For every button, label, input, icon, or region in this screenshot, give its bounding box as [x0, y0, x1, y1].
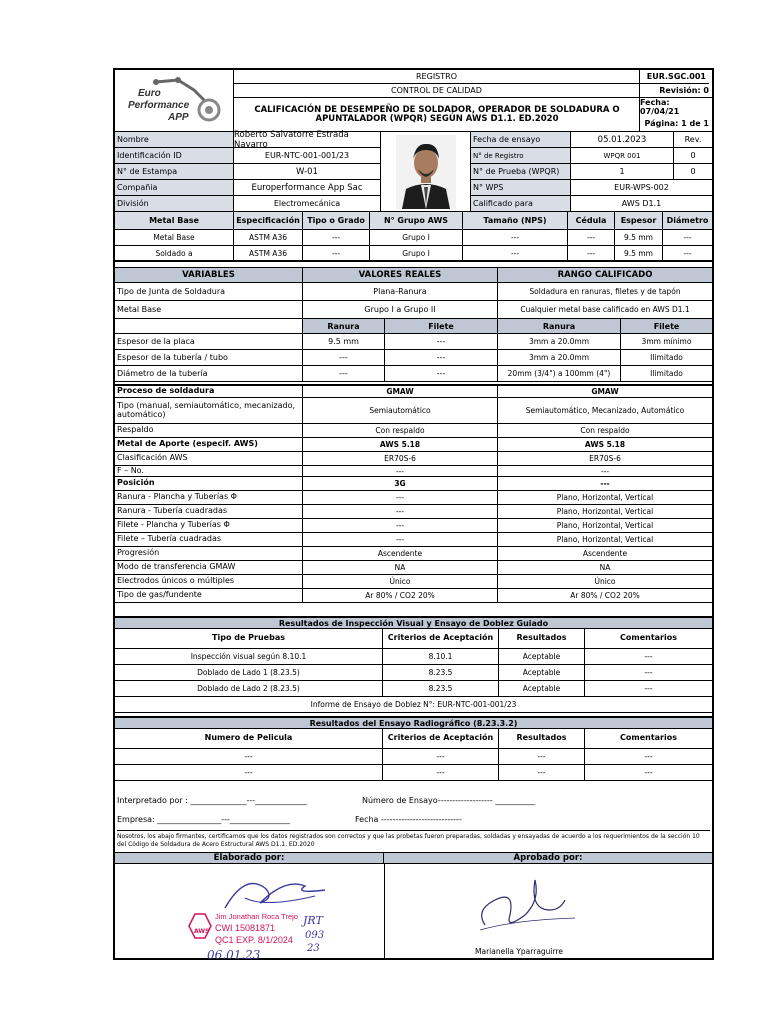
variable-rango: Semiautomático, Mecanizado, Automático	[498, 398, 712, 424]
variable-value: ER70S-6	[303, 452, 498, 466]
numero-ensayo: Número de Ensayo------------------- __________	[362, 796, 536, 805]
variables-header	[115, 267, 712, 283]
registro-label: REGISTRO	[234, 70, 639, 84]
variable-label: Metal de Aporte (especif. AWS)	[115, 438, 303, 452]
interpretado-por: Interpretado por : ______________---_____________	[117, 796, 308, 805]
radiografico-cell: ---	[499, 765, 585, 781]
fecha-ensayo-value: 05.01.2023	[571, 132, 674, 148]
variable-label: Respaldo	[115, 424, 303, 438]
radiografico-cell: ---	[585, 749, 712, 765]
variable-label: Posición	[115, 477, 303, 491]
espesor-placa-rango-ranura: 3mm a 20.0mm	[498, 334, 621, 350]
metal-header-cell: Especificación	[234, 212, 303, 230]
subheader-blank	[115, 319, 303, 334]
variable-value: Con respaldo	[303, 424, 498, 438]
variable-rango: Plano, Horizontal, Vertical	[498, 505, 712, 519]
metal-cell: ---	[463, 230, 568, 246]
variable-label: Filete - Plancha y Tuberías Φ	[115, 519, 303, 533]
fecha-ensayo-label: Fecha de ensayo	[471, 132, 570, 148]
metal-cell: Soldado a	[115, 246, 234, 260]
espesor-tubo-label: Espesor de la tubería / tubo	[115, 350, 303, 366]
firmas-section	[115, 788, 712, 960]
form-page: Página: 1 de 1	[644, 119, 709, 128]
inspeccion-cell: ---	[585, 649, 712, 665]
metal-cell: Grupo I	[370, 246, 463, 260]
inspeccion-header-cell: Tipo de Pruebas	[115, 629, 383, 649]
approver-signature	[465, 870, 585, 940]
variable-label: Tipo (manual, semiautomático, mecanizado, automático)	[115, 398, 303, 424]
variable-value: Ar 80% / CO2 20%	[303, 589, 498, 603]
stamp-cwi: CWI 15081871	[215, 923, 276, 933]
variable-rango: Plano, Horizontal, Vertical	[498, 519, 712, 533]
variable-value: GMAW	[303, 384, 498, 398]
metal-base-label: Metal Base	[115, 301, 303, 319]
espesor-tubo-ranura: ---	[303, 350, 385, 366]
header-right	[640, 70, 712, 132]
stamp-note-2: 093	[305, 930, 325, 941]
inspeccion-cell: 8.10.1	[383, 649, 499, 665]
variable-label: Electrodos únicos o múltiples	[115, 575, 303, 589]
inspeccion-cell: ---	[585, 665, 712, 681]
inspeccion-cell: 8.23.5	[383, 681, 499, 697]
control-calidad-label: CONTROL DE CALIDAD	[234, 84, 639, 98]
variable-label: Filete – Tubería cuadradas	[115, 533, 303, 547]
estampa-value: W-01	[234, 164, 380, 180]
variable-rango: AWS 5.18	[498, 438, 712, 452]
variable-label: Clasificación AWS	[115, 452, 303, 466]
radiografico-cell: ---	[115, 749, 383, 765]
diametro-tuberia-filete: ---	[385, 366, 498, 382]
variable-label: Ranura - Tubería cuadradas	[115, 505, 303, 519]
metal-cell: 9.5 mm	[615, 230, 663, 246]
welder-info	[115, 129, 712, 212]
approver-name: Marianella Yparraguirre	[475, 947, 563, 956]
form-date: Fecha: 07/04/21	[640, 97, 680, 116]
metal-header-cell: Tipo o Grado	[303, 212, 370, 230]
variable-value: ---	[303, 533, 498, 547]
variable-value: ---	[303, 519, 498, 533]
metal-base-table	[115, 212, 712, 262]
form-header	[115, 70, 712, 132]
stamp-note-3: 23	[307, 943, 320, 954]
inspeccion-cell: Aceptable	[499, 665, 585, 681]
rango-title: RANGO CALIFICADO	[498, 268, 712, 282]
variable-label: Progresión	[115, 547, 303, 561]
metal-cell: ---	[303, 246, 370, 260]
junta-value: Plana-Ranura	[303, 283, 498, 301]
welder-portrait-icon	[396, 135, 456, 209]
test-values	[571, 132, 712, 211]
variable-label: Ranura - Plancha y Tuberías Φ	[115, 491, 303, 505]
informe-doblez: Informe de Ensayo de Doblez N°: EUR-NTC-001-001/23	[115, 697, 712, 713]
radiografico-cell: ---	[383, 765, 499, 781]
inspeccion-header-cell: Resultados	[499, 629, 585, 649]
variable-value: ---	[303, 491, 498, 505]
inspeccion-title: Resultados de Inspección Visual y Ensayo de Doblez Guiado	[115, 616, 712, 629]
wpqr-form	[113, 68, 714, 960]
junta-label: Tipo de Junta de Soldadura	[115, 283, 303, 301]
variable-rango: Plano, Horizontal, Vertical	[498, 491, 712, 505]
espesor-placa-ranura: 9.5 mm	[303, 334, 385, 350]
fecha-firma: Fecha ----------------------------	[355, 815, 462, 824]
espesor-tubo-filete: ---	[385, 350, 498, 366]
calificado-label: Calificado para	[471, 196, 570, 211]
subheader-rango-ranura: Ranura	[498, 319, 621, 334]
subheader-rango-filete: Filete	[621, 319, 712, 334]
estampa-label: N° de Estampa	[115, 164, 233, 180]
metal-cell: ---	[303, 230, 370, 246]
variable-rango: ER70S-6	[498, 452, 712, 466]
radiografico-header-cell: Comentarios	[585, 729, 712, 749]
id-value: EUR-NTC-001-001/23	[234, 148, 380, 164]
stamp-initials: JRT	[303, 914, 323, 927]
signature-divider	[384, 864, 385, 960]
metal-header-cell: N° Grupo AWS	[370, 212, 463, 230]
variable-label: F – No.	[115, 466, 303, 477]
metal-header-cell: Diámetro	[663, 212, 712, 230]
variable-rango: NA	[498, 561, 712, 575]
variable-rango: Con respaldo	[498, 424, 712, 438]
variables-fixed	[115, 283, 712, 382]
metal-cell: ASTM A36	[234, 246, 303, 260]
metal-cell: ---	[663, 230, 712, 246]
variable-rango: Único	[498, 575, 712, 589]
metal-cell: ---	[683, 248, 692, 258]
empresa: Empresa: ________________---_______________	[117, 815, 290, 824]
diametro-tuberia-rango-ranura: 20mm (3/4") a 100mm (4")	[498, 366, 621, 382]
variable-value: ---	[303, 505, 498, 519]
welder-labels	[115, 132, 234, 211]
espesor-tubo-rango-ranura: 3mm a 20.0mm	[498, 350, 621, 366]
metal-cell: ---	[568, 230, 615, 246]
stamp-name: Jim Jonathan Roca Trejo	[215, 912, 298, 921]
nombre-value: Roberto Salvatorre Estrada Navarro	[234, 132, 380, 148]
metal-header-cell: Espesor	[615, 212, 663, 230]
division-value: Electromecánica	[273, 199, 341, 208]
variable-rango: Ar 80% / CO2 20%	[498, 589, 712, 603]
metal-cell: ---	[568, 246, 615, 260]
variables-title: VARIABLES	[115, 268, 303, 282]
header-center	[234, 70, 640, 132]
inspeccion-cell: ---	[585, 681, 712, 697]
metal-cell: ASTM A36	[234, 230, 303, 246]
logo-gear-icon	[116, 72, 233, 130]
variable-value: ---	[303, 466, 498, 477]
variable-label: Modo de transferencia GMAW	[115, 561, 303, 575]
radiografico-cell: ---	[499, 749, 585, 765]
junta-rango: Soldadura en ranuras, filetes y de tapón	[498, 283, 712, 301]
rev-label: Rev.	[674, 132, 712, 148]
variable-rango: GMAW	[498, 384, 712, 398]
metal-cell: 9.5 mm	[615, 246, 663, 260]
id-label: Identificación ID	[115, 148, 233, 164]
certificacion-text: Nosotros, los abajo firmantes, certificamos que los datos registrados son correctos y que las probetas fueron preparadas, soldadas y ensayadas de acuerdo a los requerimientos de la sección 10 del Código de Soldadura de Acero Estructural AWS D1.1. ED.2020	[117, 830, 710, 848]
variable-value: Semiautomático	[303, 398, 498, 424]
diametro-tuberia-ranura: ---	[303, 366, 385, 382]
elaborado-por: Elaborado por:	[115, 852, 384, 864]
logo-text-2: Performance	[127, 99, 189, 111]
compania-value: Europerformance App Sac	[234, 180, 380, 196]
subheader-ranura: Ranura	[303, 319, 385, 334]
stamp-qc1: QC1 EXP. 8/1/2024	[215, 935, 293, 945]
form-code: EUR.SGC.001	[637, 70, 709, 84]
subheader-filete: Filete	[385, 319, 498, 334]
diametro-tuberia-rango-filete: Ilimitado	[621, 366, 712, 382]
radiografico-header-cell: Resultados	[499, 729, 585, 749]
metal-cell: ---	[463, 246, 568, 260]
stamp-date: 06.01.23	[207, 948, 261, 962]
metal-cell: Grupo I	[370, 230, 463, 246]
metal-base-value: Grupo I a Grupo II	[303, 301, 498, 319]
division-label: División	[115, 196, 233, 211]
inspeccion-cell: Aceptable	[499, 681, 585, 697]
variable-value: 3G	[303, 477, 498, 491]
variable-value: NA	[303, 561, 498, 575]
logo-text-3: APP	[167, 111, 189, 123]
radiografico-header-cell: Numero de Pelicula	[115, 729, 383, 749]
prueba-label: N° de Prueba (WPQR)	[471, 164, 570, 180]
variable-value: Único	[303, 575, 498, 589]
inspeccion-cell: Doblado de Lado 2 (8.23.5)	[115, 681, 383, 697]
espesor-placa-filete: ---	[385, 334, 498, 350]
compania-label: Compañia	[115, 180, 233, 196]
registro-rev: 0	[674, 148, 712, 164]
espesor-placa-label: Espesor de la placa	[115, 334, 303, 350]
variable-rango: ---	[498, 477, 712, 491]
stamp-aws-icon: AWS	[194, 928, 210, 935]
aprobado-por: Aprobado por:	[384, 852, 712, 864]
metal-header-cell: Metal Base	[115, 212, 234, 230]
form-revision: Revisión: 0	[640, 84, 712, 98]
metal-base-rango: Cualquier metal base calificado en AWS D1.1	[498, 301, 712, 319]
metal-header-cell: Tamaño (NPS)	[463, 212, 568, 230]
variable-label: Proceso de soldadura	[115, 384, 303, 398]
radiografico-title: Resultados del Ensayo Radiográfico (8.23.3.2)	[115, 716, 712, 729]
calificado-value: AWS D1.1	[621, 199, 662, 208]
variable-value: Ascendente	[303, 547, 498, 561]
metal-header-cell: Cédula	[568, 212, 615, 230]
nombre-label: Nombre	[115, 132, 233, 148]
inspeccion-cell: 8.23.5	[383, 665, 499, 681]
registro-label: N° de Registro	[471, 148, 570, 164]
valores-title: VALORES REALES	[303, 268, 498, 282]
variable-label: Tipo de gas/fundente	[115, 589, 303, 603]
registro-value: WPQR 001	[571, 148, 674, 164]
company-logo	[115, 70, 234, 131]
radiografico-cell: ---	[115, 765, 383, 781]
inspeccion-cell: Aceptable	[499, 649, 585, 665]
logo-text-1: Euro	[137, 87, 161, 99]
wps-value: EUR-WPS-002	[571, 180, 712, 196]
variable-rango: ---	[498, 466, 712, 477]
welder-photo	[381, 132, 471, 211]
inspeccion-cell: Inspección visual según 8.10.1	[115, 649, 383, 665]
test-labels	[471, 132, 571, 211]
inspeccion-cell: Doblado de Lado 1 (8.23.5)	[115, 665, 383, 681]
espesor-tubo-rango-filete: Ilimitado	[621, 350, 712, 366]
inspeccion-header-cell: Comentarios	[585, 629, 712, 649]
welder-values	[234, 129, 381, 211]
prueba-rev: 0	[674, 164, 712, 180]
radiografico-cell: ---	[383, 749, 499, 765]
inspeccion-header-cell: Criterios de Aceptación	[383, 629, 499, 649]
variable-rango: Ascendente	[498, 547, 712, 561]
diametro-tuberia-label: Diámetro de la tubería	[115, 366, 303, 382]
radiografico-header-cell: Criterios de Aceptación	[383, 729, 499, 749]
form-title: CALIFICACIÓN DE DESEMPEÑO DE SOLDADOR, OPERADOR DE SOLDADURA O APUNTALADOR (WPQR) SEGÚN AWS D1.1. ED.2020	[254, 104, 620, 124]
variable-value: AWS 5.18	[303, 438, 498, 452]
espesor-placa-rango-filete: 3mm mínimo	[621, 334, 712, 350]
metal-cell: Metal Base	[115, 230, 234, 246]
variable-rango: Plano, Horizontal, Vertical	[498, 533, 712, 547]
wps-label: N° WPS	[471, 180, 570, 196]
prueba-value: 1	[571, 164, 674, 180]
radiografico-cell: ---	[585, 765, 712, 781]
